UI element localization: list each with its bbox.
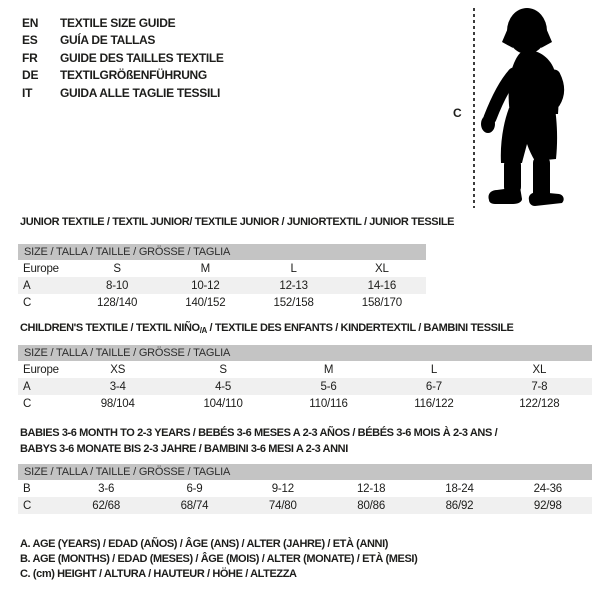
title-line-2: BABYS 3-6 MONATE BIS 2-3 JAHRE / BAMBINI 3-6 MESI A 2-3 ANNI bbox=[20, 442, 348, 455]
language-row-en bbox=[22, 14, 224, 32]
language-code: IT bbox=[22, 85, 33, 100]
language-row-es bbox=[22, 32, 224, 50]
row-label: C bbox=[23, 499, 32, 512]
table-row-height bbox=[18, 294, 426, 311]
value-cell: 158/170 bbox=[361, 296, 402, 309]
title-line-1: BABIES 3-6 MONTH TO 2-3 YEARS / BEBÉS 3-6 MESES A 2-3 AÑOS / BÉBÉS 3-6 MOIS À 2-3 ANS / bbox=[20, 427, 498, 439]
size-header-text: SIZE / TALLA / TAILLE / GRÖSSE / TAGLIA bbox=[24, 347, 231, 359]
value-cell: 7-8 bbox=[531, 380, 548, 393]
table-row-europe bbox=[18, 260, 426, 277]
children-table-title bbox=[20, 322, 514, 335]
value-cell: 98/104 bbox=[100, 397, 135, 410]
value-cell: 5-6 bbox=[320, 380, 337, 393]
title-part: / TEXTILE DES ENFANTS / KINDERTEXTIL / BAMBINI TESSILE bbox=[206, 322, 514, 334]
language-label: TEXTILGRÖßENFÜHRUNG bbox=[60, 68, 207, 83]
row-label: Europe bbox=[23, 262, 59, 275]
table-row-age bbox=[18, 378, 592, 395]
size-header-text: SIZE / TALLA / TAILLE / GRÖSSE / TAGLIA bbox=[24, 246, 231, 258]
size-cell: L bbox=[290, 262, 297, 275]
row-label: B bbox=[23, 482, 31, 495]
language-label: GUIDA ALLE TAGLIE TESSILI bbox=[60, 85, 221, 100]
language-code: FR bbox=[22, 50, 38, 65]
row-label: Europe bbox=[23, 363, 59, 376]
value-cell: 8-10 bbox=[106, 279, 129, 292]
value-cell: 12-18 bbox=[356, 482, 386, 495]
value-cell: 104/110 bbox=[203, 397, 243, 410]
value-cell: 74/80 bbox=[268, 499, 297, 512]
value-cell: 14-16 bbox=[367, 279, 397, 292]
value-cell: 62/68 bbox=[92, 499, 121, 512]
table-row-europe bbox=[18, 361, 592, 378]
size-cell: XL bbox=[375, 262, 389, 275]
junior-table bbox=[18, 216, 455, 312]
size-header-bar bbox=[18, 244, 426, 260]
value-cell: 12-13 bbox=[279, 279, 308, 292]
value-cell: 9-12 bbox=[271, 482, 294, 495]
language-row-fr bbox=[22, 49, 224, 67]
size-cell: S bbox=[113, 262, 121, 275]
title-subscript: /A bbox=[199, 326, 207, 335]
legend-note-b: B. AGE (MONTHS) / EDAD (MESES) / ÂGE (MOIS) / ALTER (MONATE) / ETÀ (MESI) bbox=[20, 552, 418, 565]
value-cell: 110/116 bbox=[309, 397, 348, 410]
table-row-height bbox=[18, 497, 592, 514]
size-cell: XL bbox=[532, 363, 547, 376]
language-row-it bbox=[22, 84, 224, 102]
language-code: DE bbox=[22, 68, 39, 83]
value-cell: 122/128 bbox=[519, 397, 560, 410]
language-label: TEXTILE SIZE GUIDE bbox=[60, 15, 176, 30]
table-row-age bbox=[18, 277, 426, 294]
value-cell: 18-24 bbox=[445, 482, 474, 495]
language-label: GUIDE DES TAILLES TEXTILE bbox=[60, 50, 224, 65]
row-label: A bbox=[23, 279, 31, 292]
size-header-text: SIZE / TALLA / TAILLE / GRÖSSE / TAGLIA bbox=[24, 466, 231, 478]
size-cell: L bbox=[430, 363, 438, 376]
size-cell: M bbox=[323, 363, 334, 376]
value-cell: 24-36 bbox=[533, 482, 563, 495]
language-label: GUÍA DE TALLAS bbox=[60, 33, 156, 48]
language-list bbox=[22, 14, 224, 102]
value-cell: 140/152 bbox=[185, 296, 226, 309]
babies-table-title bbox=[20, 426, 497, 457]
row-label: A bbox=[23, 380, 31, 393]
value-cell: 116/122 bbox=[414, 397, 454, 410]
language-code: EN bbox=[22, 15, 39, 30]
row-label: C bbox=[23, 397, 32, 410]
value-cell: 86/92 bbox=[445, 499, 474, 512]
legend-notes bbox=[20, 537, 417, 581]
size-cell: XS bbox=[110, 363, 126, 376]
value-cell: 68/74 bbox=[180, 499, 209, 512]
junior-table-title: JUNIOR TEXTILE / TEXTIL JUNIOR/ TEXTILE JUNIOR / JUNIORTEXTIL / JUNIOR TESSILE bbox=[20, 216, 455, 228]
value-cell: 10-12 bbox=[191, 279, 220, 292]
value-cell: 152/158 bbox=[273, 296, 314, 309]
language-code: ES bbox=[22, 33, 38, 48]
size-cell: S bbox=[219, 363, 227, 376]
value-cell: 6-7 bbox=[425, 380, 442, 393]
toddler-silhouette-image bbox=[475, 0, 600, 215]
babies-table bbox=[18, 426, 592, 516]
size-cell: M bbox=[200, 262, 211, 275]
size-header-bar bbox=[18, 345, 592, 361]
value-cell: 3-6 bbox=[98, 482, 115, 495]
title-part: CHILDREN'S TEXTILE / TEXTIL NIÑO bbox=[20, 322, 200, 334]
size-header-bar bbox=[18, 464, 592, 480]
height-measure-label: C bbox=[453, 106, 462, 120]
legend-note-a: A. AGE (YEARS) / EDAD (AÑOS) / ÂGE (ANS) / ALTER (JAHRE) / ETÀ (ANNI) bbox=[20, 538, 388, 550]
value-cell: 6-9 bbox=[186, 482, 203, 495]
value-cell: 92/98 bbox=[533, 499, 562, 512]
row-label: C bbox=[23, 296, 32, 309]
value-cell: 3-4 bbox=[109, 380, 126, 393]
value-cell: 128/140 bbox=[97, 296, 138, 309]
legend-note-c: C. (cm) HEIGHT / ALTURA / HAUTEUR / HÖHE / ALTEZZA bbox=[20, 567, 297, 580]
children-table bbox=[18, 322, 592, 414]
table-row-height bbox=[18, 395, 592, 412]
table-row-age-months bbox=[18, 480, 592, 497]
language-row-de bbox=[22, 67, 224, 85]
value-cell: 4-5 bbox=[215, 380, 232, 393]
value-cell: 80/86 bbox=[357, 499, 386, 512]
